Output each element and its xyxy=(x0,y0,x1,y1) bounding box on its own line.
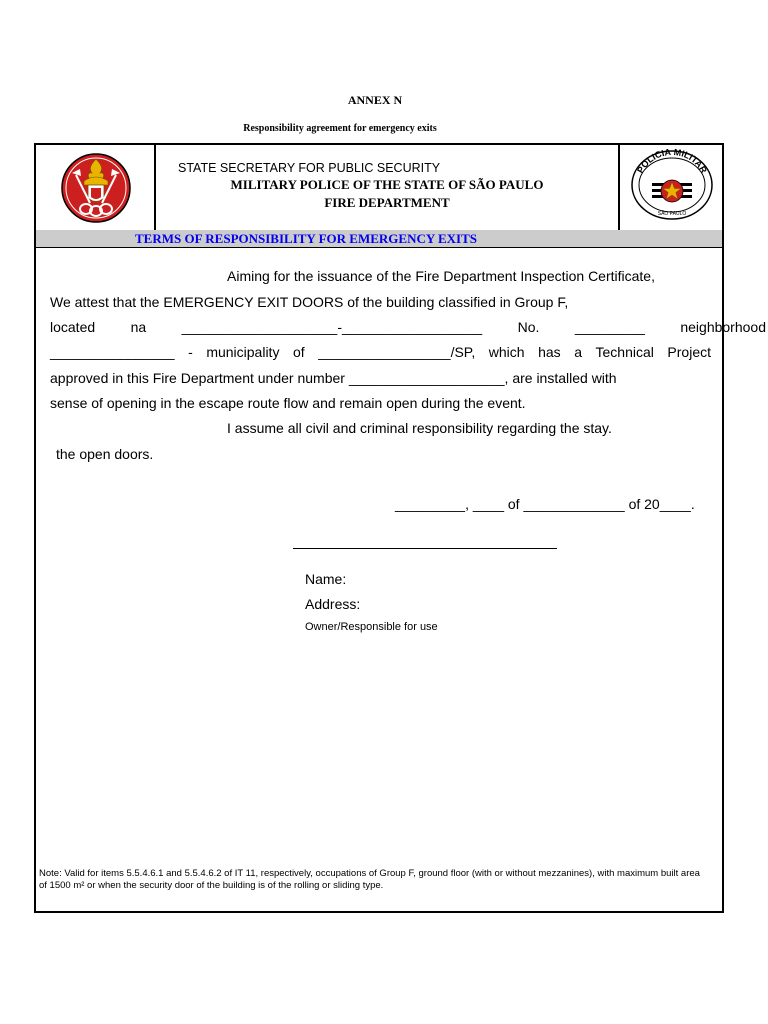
body-line-6: sense of opening in the escape route flow and remain open during the event. xyxy=(50,395,526,411)
address-blank: ____________________-__________________ xyxy=(181,319,483,335)
body-line-4-word: Project xyxy=(667,344,711,360)
neighborhood-blank: ________________ xyxy=(50,344,175,360)
municipality-blank: _________________/SP, xyxy=(318,344,476,360)
address-label: Address: xyxy=(305,596,361,612)
body-line-4 xyxy=(50,344,711,360)
body-line-4-word: municipality xyxy=(206,344,280,360)
body-line-4-word: has xyxy=(538,344,561,360)
logo-left-cell xyxy=(36,145,156,230)
body-line-3-word: No. xyxy=(517,319,540,335)
body-line-7: I assume all civil and criminal responsibility regarding the stay. xyxy=(227,420,612,436)
body-line-3-word: na xyxy=(130,319,147,335)
body-line-3-word: located xyxy=(50,319,96,335)
date-line: _________, ____ of _____________ of 20____. xyxy=(395,496,695,512)
number-blank: _________ xyxy=(574,319,645,335)
logo-right-cell xyxy=(618,145,722,230)
header-fire-department-text: FIRE DEPARTMENT xyxy=(324,195,450,210)
body-line-4-word: - xyxy=(188,344,193,360)
body-line-4-word: a xyxy=(574,344,582,360)
body-line-2: We attest that the EMERGENCY EXIT DOORS of the building classified in Group F, xyxy=(50,294,569,310)
fire-department-crest-icon xyxy=(36,145,156,230)
annex-subtitle: Responsibility agreement for emergency exits xyxy=(243,123,437,134)
form-box xyxy=(34,143,724,913)
footnote: Note: Valid for items 5.5.4.6.1 and 5.5.4.6.2 of IT 11, respectively, occupations of Group F, ground floor (with or without mezzanines), with maximum built area of 1500 m² or when the security door of the building is of the rolling or sliding type. xyxy=(39,868,700,891)
body-line-4-word: which xyxy=(488,344,525,360)
body-line-3-word: neighborhood xyxy=(680,319,766,335)
annex-title: ANNEX N xyxy=(347,93,403,107)
body-line-4-word: of xyxy=(292,344,305,360)
policia-militar-badge-icon xyxy=(620,145,724,230)
signature-line xyxy=(293,548,557,549)
terms-bar xyxy=(36,230,722,248)
name-label: Name: xyxy=(305,571,347,587)
body-line-1: Aiming for the issuance of the Fire Department Inspection Certificate, xyxy=(227,268,655,284)
header-row xyxy=(36,145,722,231)
body-line-8: the open doors. xyxy=(56,446,154,462)
header-secretary-text: STATE SECRETARY FOR PUBLIC SECURITY xyxy=(178,161,441,175)
owner-label: Owner/Responsible for use xyxy=(305,621,438,633)
terms-title: TERMS OF RESPONSIBILITY FOR EMERGENCY EXITS xyxy=(134,231,478,246)
body-line-5: approved in this Fire Department under number ____________________, are installed with xyxy=(50,370,617,386)
body-line-3 xyxy=(50,319,766,335)
badge-bottom-text: SÃO PAULO xyxy=(657,211,687,217)
body-line-4-word: Technical xyxy=(595,344,654,360)
header-military-police-text: MILITARY POLICE OF THE STATE OF SÃO PAULO xyxy=(230,177,544,192)
badge-arc-text: POLICIA MILITAR xyxy=(635,146,709,175)
